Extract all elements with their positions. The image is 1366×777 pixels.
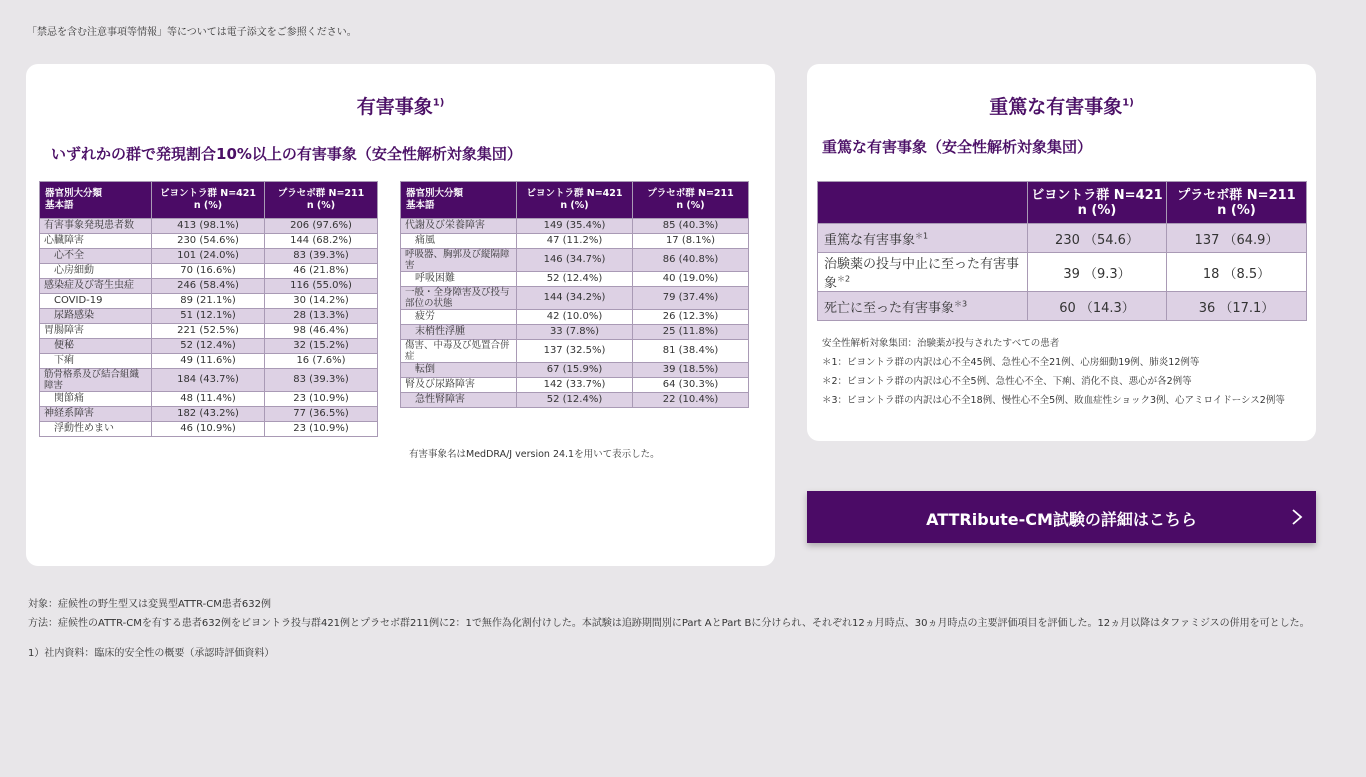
serious-adverse-events-card xyxy=(807,64,1316,441)
study-details-button[interactable] xyxy=(807,491,1316,543)
study-method: 方法：症候性のATTR-CMを有する患者632例をビヨントラ投与群421例とプラセボ群211例に2：1で無作為化割付けした。本試験は追跡期間別にPart AとPart Bに分けられ、それぞれ12ヵ月時点、30ヵ月時点の主要評価項目を評価した。12ヵ月以降はタファミジスの併用を可とした。 xyxy=(28,618,1310,629)
table-row xyxy=(818,292,1307,321)
reference-mark: 1) xyxy=(1122,97,1134,109)
vyndaqel-value: 51 (12.1%) xyxy=(152,309,265,324)
vyndaqel-value: 48 (11.4%) xyxy=(152,392,265,407)
vyndaqel-value: 60 （14.3） xyxy=(1028,292,1167,321)
row-label: 有害事象発現患者数 xyxy=(40,219,152,234)
placebo-value: 22 (10.4%) xyxy=(633,393,749,408)
vyndaqel-value: 246 (58.4%) xyxy=(152,279,265,294)
row-label: 代謝及び栄養障害 xyxy=(401,219,517,234)
placebo-value: 144 (68.2%) xyxy=(265,234,378,249)
table-row-organ-class xyxy=(40,369,378,392)
placebo-value: 16 (7.6%) xyxy=(265,354,378,369)
placebo-value: 17 (8.1%) xyxy=(633,234,749,249)
table-row xyxy=(818,253,1307,292)
note-line: ＊1：ビヨントラ群の内訳は心不全45例、急性心不全21例、心房細動19例、肺炎12例等 xyxy=(822,357,1200,368)
vyndaqel-value: 230 (54.6%) xyxy=(152,234,265,249)
table-row-preferred-term xyxy=(40,249,378,264)
col-header-category xyxy=(401,182,517,219)
header-text: ビヨントラ群 N=421 xyxy=(1031,187,1163,203)
header-text: プラセボ群 N=211 xyxy=(277,188,365,199)
placebo-value: 39 (18.5%) xyxy=(633,363,749,378)
vyndaqel-value: 142 (33.7%) xyxy=(517,378,633,393)
header-text: ビヨントラ群 N=421 xyxy=(159,188,257,199)
table-row-preferred-term xyxy=(401,234,749,249)
table-row-preferred-term xyxy=(40,294,378,309)
row-label xyxy=(818,224,1028,253)
row-label: 呼吸器、胸郭及び縦隔障害 xyxy=(401,249,517,272)
vyndaqel-value: 70 (16.6%) xyxy=(152,264,265,279)
row-label: 呼吸困難 xyxy=(401,272,517,287)
header-text: n (%) xyxy=(1217,202,1256,218)
table-row-preferred-term xyxy=(401,272,749,287)
table-row-preferred-term xyxy=(40,354,378,369)
table-row-organ-class xyxy=(401,287,749,310)
note-line: ＊3：ビヨントラ群の内訳は心不全18例、慢性心不全5例、敗血症性ショック3例、心アミロイドーシス2例等 xyxy=(822,395,1285,406)
placebo-value: 98 (46.4%) xyxy=(265,324,378,339)
reference-mark: 1) xyxy=(432,97,445,109)
table-row-organ-class xyxy=(401,340,749,363)
meddra-footnote: 有害事象名はMedDRA/J version 24.1を用いて表示した。 xyxy=(409,449,660,460)
placebo-value: 26 (12.3%) xyxy=(633,310,749,325)
serious-adverse-events-subtitle: 重篤な有害事象（安全性解析対象集団） xyxy=(822,138,1093,156)
col-header-placebo xyxy=(265,182,378,219)
row-label: 腎及び尿路障害 xyxy=(401,378,517,393)
row-label: 急性腎障害 xyxy=(401,393,517,408)
placebo-value: 86 (40.8%) xyxy=(633,249,749,272)
serious-adverse-events-table xyxy=(817,181,1307,321)
table-row-preferred-term xyxy=(401,393,749,408)
placebo-value: 32 (15.2%) xyxy=(265,339,378,354)
table-row-organ-class xyxy=(40,279,378,294)
header-text: n (%) xyxy=(676,200,705,211)
note-line: 安全性解析対象集団：治験薬が投与されたすべての患者 xyxy=(822,338,1060,349)
placebo-value: 137 （64.9） xyxy=(1167,224,1307,253)
vyndaqel-value: 137 (32.5%) xyxy=(517,340,633,363)
vyndaqel-value: 144 (34.2%) xyxy=(517,287,633,310)
serious-ae-notes xyxy=(822,334,1285,410)
vyndaqel-value: 52 (12.4%) xyxy=(517,393,633,408)
vyndaqel-value: 101 (24.0%) xyxy=(152,249,265,264)
header-text: プラセボ群 N=211 xyxy=(1177,187,1296,203)
col-header-placebo xyxy=(633,182,749,219)
placebo-value: 40 (19.0%) xyxy=(633,272,749,287)
placebo-value: 85 (40.3%) xyxy=(633,219,749,234)
table-row-organ-class xyxy=(40,324,378,339)
placebo-value: 77 (36.5%) xyxy=(265,407,378,422)
placebo-value: 25 (11.8%) xyxy=(633,325,749,340)
adverse-events-title: 有害事象$^{1)}$ xyxy=(356,96,445,118)
serious-adverse-events-title: 重篤な有害事象$^{1)}$ xyxy=(989,96,1134,118)
vyndaqel-value: 67 (15.9%) xyxy=(517,363,633,378)
header-text: ビヨントラ群 N=421 xyxy=(526,188,623,199)
adverse-events-card xyxy=(26,64,775,566)
row-label: 下痢 xyxy=(40,354,152,369)
row-label: 浮動性めまい xyxy=(40,422,152,437)
study-details-label: ATTRibute-CM試験の詳細はこちら xyxy=(926,510,1197,529)
col-header-vyndaqel xyxy=(152,182,265,219)
adverse-events-subtitle: いずれかの群で発現割合10%以上の有害事象（安全性解析対象集団） xyxy=(51,145,522,163)
row-label-text: 治験薬の投与中止に至った有害事象 xyxy=(824,257,1020,291)
vyndaqel-value: 42 (10.0%) xyxy=(517,310,633,325)
row-label: 関節痛 xyxy=(40,392,152,407)
row-label: 尿路感染 xyxy=(40,309,152,324)
placebo-value: 83 (39.3%) xyxy=(265,249,378,264)
col-header-blank xyxy=(818,182,1028,224)
table-row-preferred-term xyxy=(401,363,749,378)
vyndaqel-value: 49 (11.6%) xyxy=(152,354,265,369)
header-text: n (%) xyxy=(1077,202,1117,218)
prescribing-info-note: 「禁忌を含む注意事項等情報」等については電子添文をご参照ください。 xyxy=(27,27,357,38)
vyndaqel-value: 413 (98.1%) xyxy=(152,219,265,234)
table-row-preferred-term xyxy=(40,264,378,279)
table-row-preferred-term xyxy=(40,339,378,354)
reference-note: 1）社内資料：臨床的安全性の概要（承認時評価資料） xyxy=(28,648,275,659)
col-header-placebo xyxy=(1167,182,1307,224)
table-header-row xyxy=(40,182,378,219)
header-text: プラセボ群 N=211 xyxy=(647,188,734,199)
row-label: 心不全 xyxy=(40,249,152,264)
vyndaqel-value: 221 (52.5%) xyxy=(152,324,265,339)
placebo-value: 206 (97.6%) xyxy=(265,219,378,234)
header-text: 器官別大分類 xyxy=(406,188,464,199)
placebo-value: 18 （8.5） xyxy=(1167,253,1307,292)
row-label: 痛風 xyxy=(401,234,517,249)
vyndaqel-value: 39 （9.3） xyxy=(1028,253,1167,292)
vyndaqel-value: 47 (11.2%) xyxy=(517,234,633,249)
placebo-value: 83 (39.3%) xyxy=(265,369,378,392)
vyndaqel-value: 52 (12.4%) xyxy=(152,339,265,354)
vyndaqel-value: 146 (34.7%) xyxy=(517,249,633,272)
vyndaqel-value: 184 (43.7%) xyxy=(152,369,265,392)
study-subjects: 対象：症候性の野生型又は変異型ATTR-CM患者632例 xyxy=(28,599,271,610)
placebo-value: 46 (21.8%) xyxy=(265,264,378,279)
table-row-preferred-term xyxy=(40,422,378,437)
row-label: 便秘 xyxy=(40,339,152,354)
placebo-value: 28 (13.3%) xyxy=(265,309,378,324)
row-label: 心房細動 xyxy=(40,264,152,279)
placebo-value: 36 （17.1） xyxy=(1167,292,1307,321)
table-row-preferred-term xyxy=(40,392,378,407)
table-row-organ-class xyxy=(401,219,749,234)
row-label-text: 重篤な有害事象 xyxy=(824,232,916,248)
placebo-value: 23 (10.9%) xyxy=(265,392,378,407)
row-label: 末梢性浮腫 xyxy=(401,325,517,340)
vyndaqel-value: 52 (12.4%) xyxy=(517,272,633,287)
table-row-preferred-term xyxy=(401,310,749,325)
placebo-value: 23 (10.9%) xyxy=(265,422,378,437)
col-header-vyndaqel xyxy=(517,182,633,219)
table-header-row xyxy=(818,182,1307,224)
adverse-events-table-1 xyxy=(39,181,378,437)
vyndaqel-value: 230 （54.6） xyxy=(1028,224,1167,253)
table-row-organ-class xyxy=(40,234,378,249)
header-text: n (%) xyxy=(306,200,336,211)
table-row xyxy=(818,224,1307,253)
vyndaqel-value: 33 (7.8%) xyxy=(517,325,633,340)
row-label: 心臓障害 xyxy=(40,234,152,249)
row-label: COVID-19 xyxy=(40,294,152,309)
footnote-mark: ＊3 xyxy=(954,299,968,309)
row-label: 疲労 xyxy=(401,310,517,325)
table-row-organ-class xyxy=(40,219,378,234)
row-label: 一般・全身障害及び投与部位の状態 xyxy=(401,287,517,310)
col-header-vyndaqel xyxy=(1028,182,1167,224)
table-row-organ-class xyxy=(40,407,378,422)
row-label: 転倒 xyxy=(401,363,517,378)
placebo-value: 81 (38.4%) xyxy=(633,340,749,363)
header-text: 基本語 xyxy=(45,200,74,211)
header-text: n (%) xyxy=(193,200,223,211)
row-label: 感染症及び寄生虫症 xyxy=(40,279,152,294)
col-header-category xyxy=(40,182,152,219)
placebo-value: 64 (30.3%) xyxy=(633,378,749,393)
vyndaqel-value: 149 (35.4%) xyxy=(517,219,633,234)
vyndaqel-value: 182 (43.2%) xyxy=(152,407,265,422)
adverse-events-table-2 xyxy=(400,181,749,408)
row-label xyxy=(818,253,1028,292)
table-row-preferred-term xyxy=(40,309,378,324)
vyndaqel-value: 46 (10.9%) xyxy=(152,422,265,437)
vyndaqel-value: 89 (21.1%) xyxy=(152,294,265,309)
header-text: 器官別大分類 xyxy=(45,188,103,199)
note-line: ＊2：ビヨントラ群の内訳は心不全5例、急性心不全、下痢、消化不良、悪心が各2例等 xyxy=(822,376,1192,387)
placebo-value: 116 (55.0%) xyxy=(265,279,378,294)
header-text: n (%) xyxy=(560,200,589,211)
header-text: 基本語 xyxy=(406,200,435,211)
table-row-organ-class xyxy=(401,249,749,272)
row-label: 筋骨格系及び結合組織障害 xyxy=(40,369,152,392)
placebo-value: 30 (14.2%) xyxy=(265,294,378,309)
row-label: 胃腸障害 xyxy=(40,324,152,339)
chevron-right-icon xyxy=(1290,507,1304,527)
footnote-mark: ＊2 xyxy=(837,274,851,284)
row-label: 傷害、中毒及び処置合併症 xyxy=(401,340,517,363)
row-label-text: 死亡に至った有害事象 xyxy=(824,300,955,316)
row-label xyxy=(818,292,1028,321)
placebo-value: 79 (37.4%) xyxy=(633,287,749,310)
table-row-preferred-term xyxy=(401,325,749,340)
row-label: 神経系障害 xyxy=(40,407,152,422)
footnote-mark: ＊1 xyxy=(915,231,929,241)
table-header-row xyxy=(401,182,749,219)
table-row-organ-class xyxy=(401,378,749,393)
